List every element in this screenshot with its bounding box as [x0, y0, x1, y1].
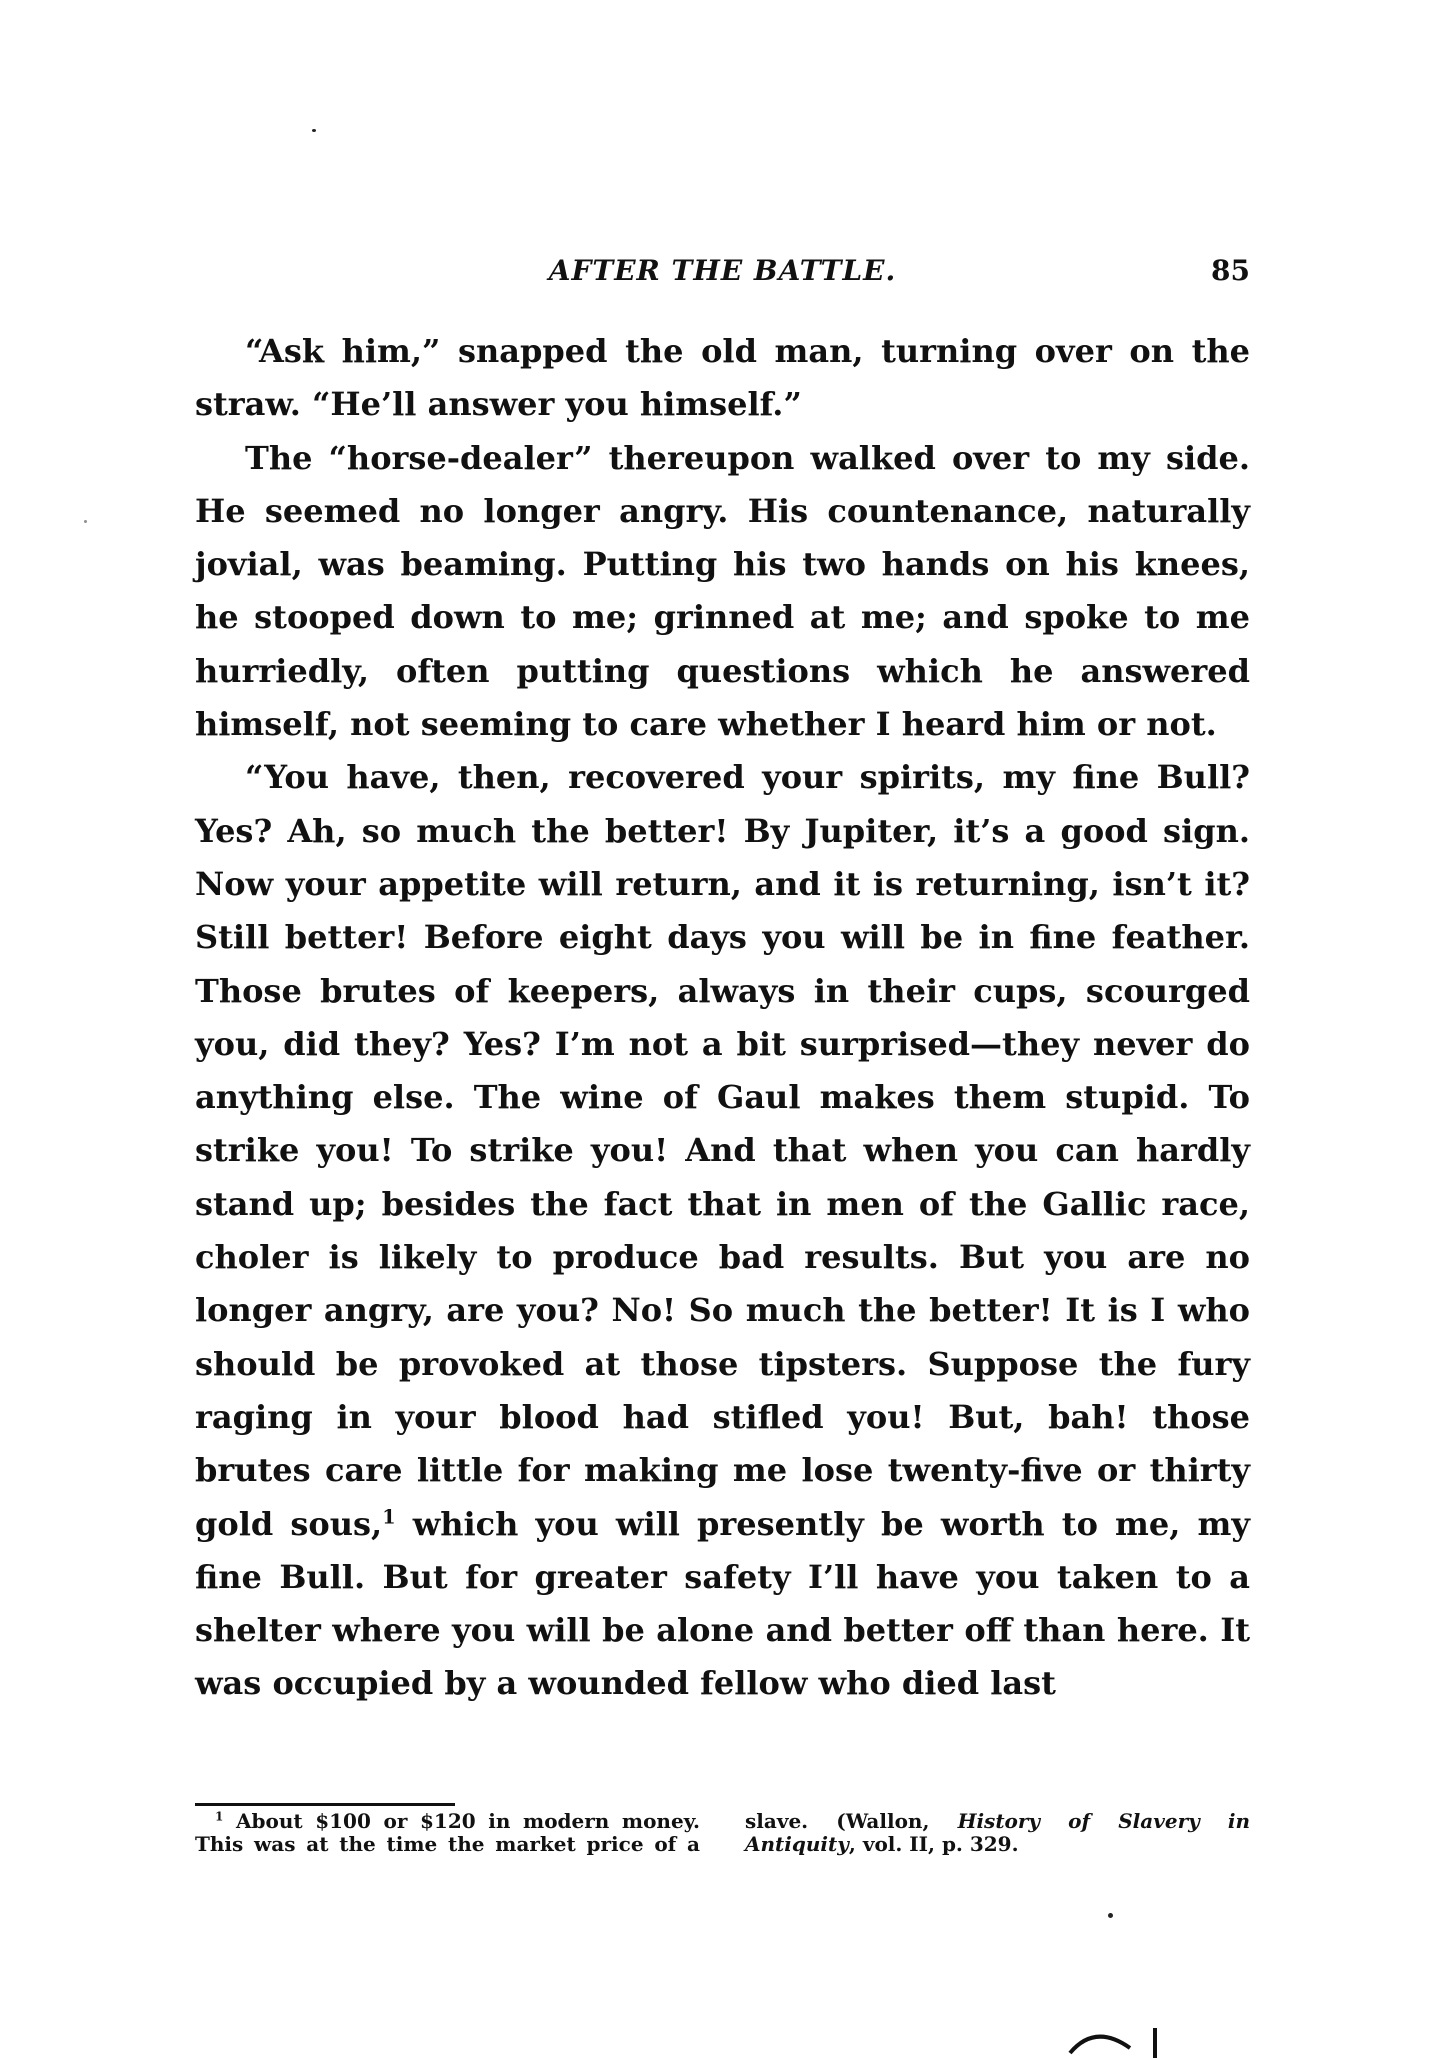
print-speck [1108, 1913, 1113, 1918]
footnote-text [195, 1810, 1250, 1856]
partial-glyph [1060, 2018, 1170, 2058]
footnote-citation: , vol. II, p. 329. [848, 1832, 1019, 1856]
print-speck [84, 520, 87, 523]
footnote-cited-title: History of Slavery in Antiquity [745, 1809, 1251, 1856]
paragraph: The “horse-dealer” thereupon walked over to my side. He seemed no longer angry. His countenance, naturally jovial, was beaming. Putting his two hands on his knees, he stooped down to me; grinned at me; and spoke to me hurriedly, often putting questions which he answered himself, not seeming to care whether I heard him or not. [195, 438, 1250, 744]
footnote-mark: 1 [215, 1809, 224, 1824]
page-number: 85 [1211, 254, 1250, 287]
running-head [195, 250, 1250, 300]
running-title: AFTER THE BATTLE. [548, 254, 897, 287]
paragraph-text: “You have, then, recovered your spirits, my fine Bull? Yes? Ah, so much the better! By Jupiter, it’s a good sign. Now your appetite will return, and it is returning, isn’t it? Still better! Before eight days you will be in fine feather. Those brutes of keepers, always in their cups, scourged you, did they? Yes? I’m not a bit surprised—they never do anything else. The wine of Gaul makes them stupid. To strike you! To strike you! And that when you can hardly stand up; besides the fact that in men of the Gallic race, choler is likely to produce bad results. But you are no longer angry, are you? No! So much the better! It is I who should be provoked at those tipsters. Suppose the fury raging in your blood had stifled you! But, bah! those brutes care little for making me lose twenty-five or thirty gold sous, [195, 758, 1250, 1543]
footnote-body: About $100 or $120 in modern money. This was at the time the market price of a slave. (Wallon, [195, 1809, 958, 1856]
print-speck [312, 129, 316, 132]
footnote-rule [195, 1803, 455, 1806]
paragraph [195, 751, 1250, 1710]
paragraph: “Ask him,” snapped the old man, turning over on the straw. “He’ll answer you himself.” [195, 332, 1250, 424]
footnote-reference: 1 [382, 1504, 396, 1528]
footnote [195, 1810, 1250, 1856]
paragraph-text: which you will presently be worth to me, my fine Bull. But for greater safety I’ll have you taken to a shelter where you will be alone and better off than here. It was occupied by a wounded fellow who died last [195, 1504, 1251, 1703]
body-text [195, 325, 1250, 1711]
